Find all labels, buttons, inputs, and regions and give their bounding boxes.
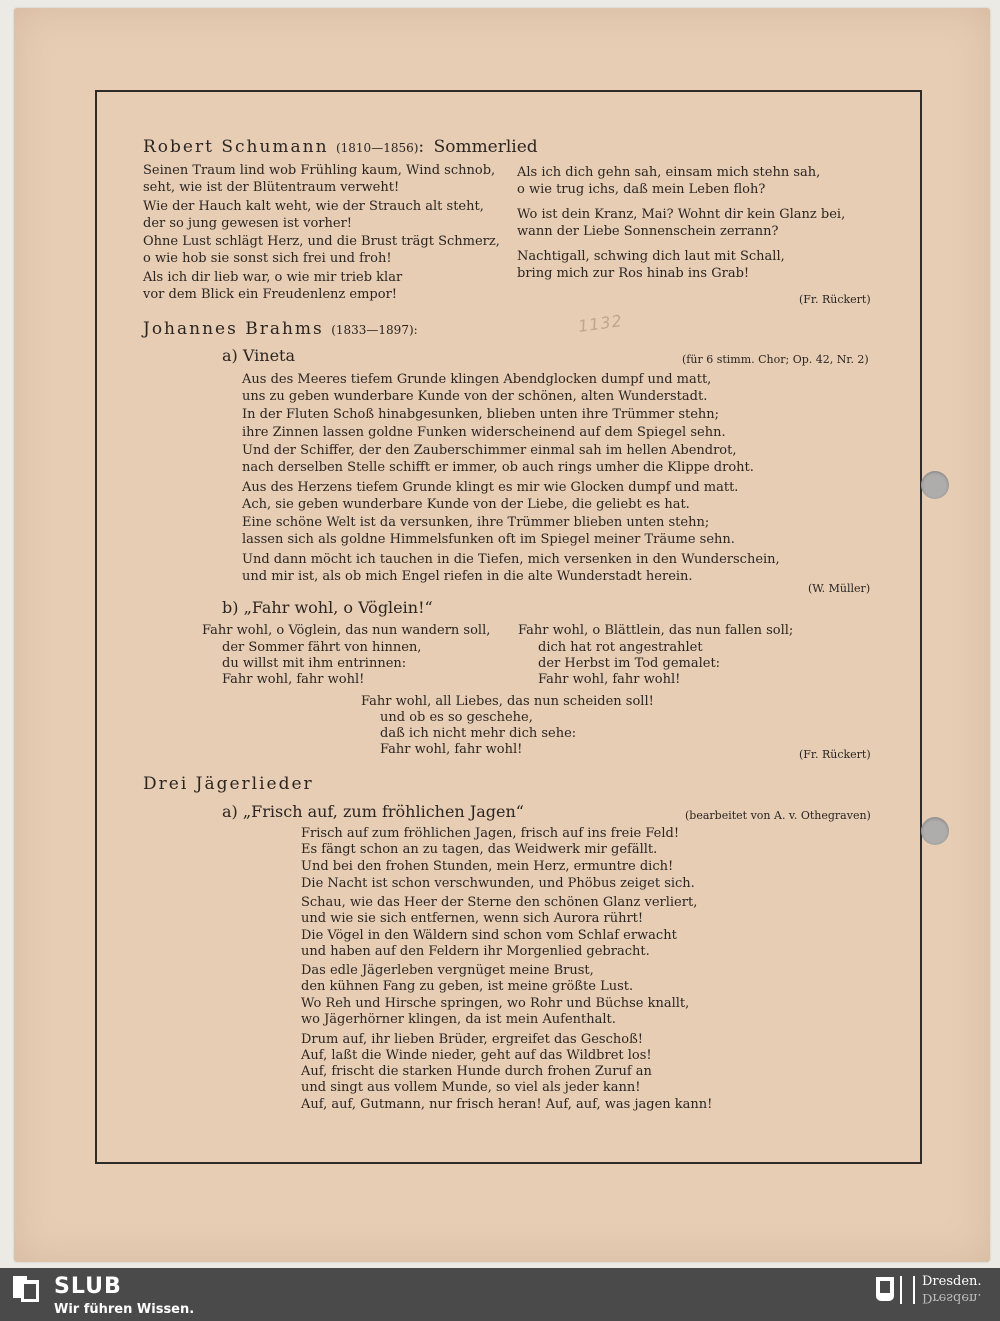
verse-line: der Herbst im Tod gemalet: (538, 656, 721, 671)
verse-line: Fahr wohl, o Vöglein, das nun wandern soll, (202, 623, 491, 638)
verse-line: Auf, laßt die Winde nieder, geht auf das Wildbret los! (301, 1048, 652, 1063)
composer-name: Johannes Brahms (143, 319, 324, 339)
verse-line: und haben auf den Feldern ihr Morgenlied gebracht. (301, 944, 650, 959)
poet-credit: (W. Müller) (808, 582, 871, 595)
verse-line: Wo Reh und Hirsche springen, wo Rohr und Büchse knallt, (301, 996, 690, 1011)
slub-logo-text[interactable]: SLUB (54, 1274, 122, 1299)
verse-line: der so jung gewesen ist vorher! (143, 216, 353, 231)
verse-line: Eine schöne Welt ist da versunken, ihre Trümmer blieben unten stehn; (242, 515, 710, 530)
verse-line: Als ich dich gehn sah, einsam mich stehn sah, (517, 165, 821, 180)
verse-line: und mir ist, als ob mich Engel riefen in die alte Wunderstadt herein. (242, 569, 693, 584)
verse-line: nach derselben Stelle schifft er immer, ob auch rings umher die Klippe droht. (242, 460, 754, 475)
verse-line: Aus des Meeres tiefem Grunde klingen Abendglocken dumpf und matt, (242, 372, 712, 387)
verse-line: und ob es so geschehe, (380, 710, 533, 725)
song-title: a) „Frisch auf, zum fröhlichen Jagen“ (222, 802, 524, 821)
verse-line: Wo ist dein Kranz, Mai? Wohnt dir kein Glanz bei, (517, 207, 846, 222)
composer-name: Robert Schumann (143, 137, 329, 157)
verse-line: In der Fluten Schoß hinabgesunken, blieben unten ihre Trümmer stehn; (242, 407, 720, 422)
verse-line: Seinen Traum lind wob Frühling kaum, Wind schnob, (143, 163, 496, 178)
verse-line: Drum auf, ihr lieben Brüder, ergreifet das Geschoß! (301, 1032, 643, 1047)
verse-line: Die Nacht ist schon verschwunden, und Phöbus zeiget sich. (301, 876, 695, 891)
verse-line: vor dem Blick ein Freudenlenz empor! (143, 287, 398, 302)
verse-line: Frisch auf zum fröhlichen Jagen, frisch auf ins freie Feld! (301, 826, 680, 841)
verse-line: Fahr wohl, fahr wohl! (380, 742, 523, 757)
verse-line: seht, wie ist der Blütentraum verweht! (143, 180, 400, 195)
song-title: a) Vineta (222, 346, 295, 365)
dresden-logo-reflection: Dresden. (922, 1290, 982, 1305)
verse-line: Nachtigall, schwing dich laut mit Schall, (517, 249, 785, 264)
pencil-mark: 1132 (576, 310, 624, 337)
verse-line: Wie der Hauch kalt weht, wie der Strauch alt steht, (143, 199, 484, 214)
verse-line: Auf, auf, Gutmann, nur frisch heran! Auf, auf, was jagen kann! (301, 1097, 713, 1112)
heading-colon: : (418, 137, 427, 157)
verse-line: wann der Liebe Sonnenschein zerrann? (517, 224, 779, 239)
verse-line: o wie trug ichs, daß mein Leben floh? (517, 182, 766, 197)
verse-line: dich hat rot angestrahlet (538, 640, 703, 655)
verse-line: Auf, frischt die starken Hunde durch frohen Zuruf an (301, 1064, 652, 1079)
punch-hole (921, 817, 949, 845)
verse-line: und wie sie sich entfernen, wenn sich Aurora rührt! (301, 911, 644, 926)
verse-line: daß ich nicht mehr dich sehe: (380, 726, 577, 741)
verse-line: Als ich dir lieb war, o wie mir trieb klar (143, 270, 403, 285)
poet-credit: (Fr. Rückert) (799, 293, 871, 306)
verse-line: du willst mit ihm entrinnen: (222, 656, 407, 671)
verse-line: Ach, sie geben wunderbare Kunde von der Liebe, die geliebt es hat. (242, 497, 690, 512)
verse-line: wo Jägerhörner klingen, da ist mein Aufenthalt. (301, 1012, 616, 1027)
poet-credit: (Fr. Rückert) (799, 748, 871, 761)
composer-dates: (1810—1856) (335, 141, 419, 155)
verse-line: Schau, wie das Heer der Sterne den schönen Glanz verliert, (301, 895, 698, 910)
verse-line: bring mich zur Ros hinab ins Grab! (517, 266, 750, 281)
verse-line: Aus des Herzens tiefem Grunde klingt es mir wie Glocken dumpf und matt. (242, 480, 739, 495)
arranger-note: (bearbeitet von A. v. Othegraven) (685, 809, 871, 822)
verse-line: Die Vögel in den Wäldern sind schon vom Schlaf erwacht (301, 928, 677, 943)
verse-line: uns zu geben wunderbare Kunde von der schönen, alten Wunderstadt. (242, 389, 708, 404)
verse-line: Und dann möcht ich tauchen in die Tiefen, mich versenken in den Wunderschein, (242, 552, 780, 567)
verse-line: und singt aus vollem Munde, so viel als jeder kann! (301, 1080, 641, 1095)
dresden-logo-text[interactable]: Dresden. (922, 1274, 982, 1289)
verse-line: Fahr wohl, o Blättlein, das nun fallen soll; (518, 623, 794, 638)
composer-dates: (1833—1897): (331, 323, 418, 337)
verse-line: Und bei den frohen Stunden, mein Herz, ermuntre dich! (301, 859, 674, 874)
verse-line: o wie hob sie sonst sich frei und froh! (143, 251, 392, 266)
verse-line: Das edle Jägerleben vergnüget meine Brust, (301, 963, 594, 978)
verse-line: Fahr wohl, fahr wohl! (222, 672, 365, 687)
verse-line: den kühnen Fang zu geben, ist meine größte Lust. (301, 979, 634, 994)
verse-line: Und der Schiffer, der den Zauberschimmer einmal sah im hellen Abendrot, (242, 443, 737, 458)
verse-line: Es fängt schon an zu tagen, das Weidwerk mir gefällt. (301, 842, 658, 857)
jaegerlieder-heading: Drei Jägerlieder (143, 774, 314, 794)
verse-line: ihre Zinnen lassen goldne Funken widerscheinend auf dem Spiegel sehn. (242, 425, 726, 440)
song-title: Sommerlied (433, 137, 538, 157)
verse-line: Fahr wohl, all Liebes, das nun scheiden soll! (361, 694, 654, 709)
divider (913, 1276, 915, 1304)
song-title: b) „Fahr wohl, o Vöglein!“ (222, 598, 433, 617)
brahms-heading (143, 319, 418, 339)
dresden-crest-icon[interactable] (876, 1277, 894, 1301)
performance-note: (für 6 stimm. Chor; Op. 42, Nr. 2) (682, 353, 869, 366)
verse-line: Fahr wohl, fahr wohl! (538, 672, 681, 687)
slub-logo-icon[interactable] (13, 1276, 39, 1302)
divider (900, 1276, 902, 1304)
punch-hole (921, 471, 949, 499)
schumann-heading (143, 137, 538, 157)
verse-line: lassen sich als goldne Himmelsfunken oft im Spiegel meiner Träume sehn. (242, 532, 735, 547)
slub-slogan: Wir führen Wissen. (54, 1302, 195, 1317)
verse-line: Ohne Lust schlägt Herz, und die Brust trägt Schmerz, (143, 234, 500, 249)
verse-line: der Sommer fährt von hinnen, (222, 640, 422, 655)
